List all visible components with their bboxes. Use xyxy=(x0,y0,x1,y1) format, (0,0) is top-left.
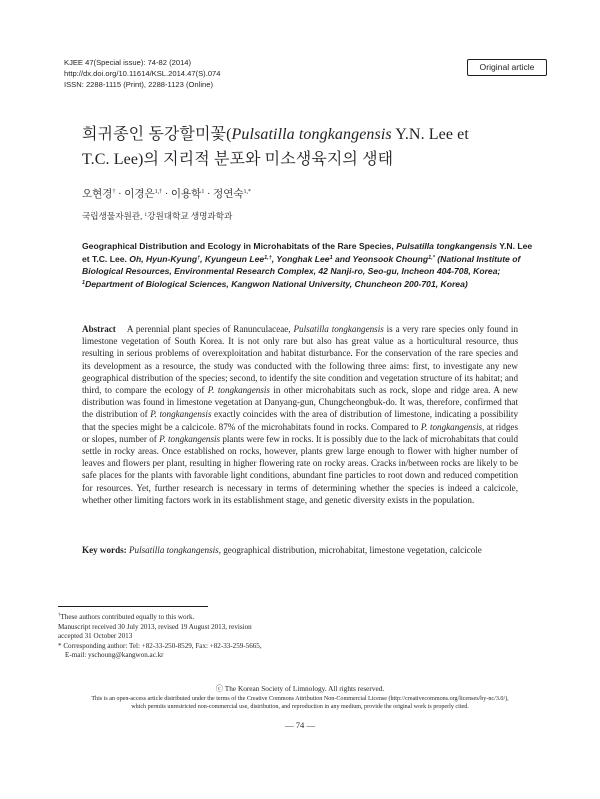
license-notice xyxy=(40,695,560,712)
english-title: Geographical Distribution and Ecology in Microhabitats of the Rare Species, xyxy=(82,241,397,251)
license-line-1: This is an open-access article distributed under the terms of the Creative Commons Attribution Non-Commercial License (http://creativecommons.org/licenses/by-nc/3.0/), xyxy=(91,696,509,702)
journal-citation: KJEE 47(Special issue): 74-82 (2014) xyxy=(64,58,192,67)
abstract-species: P. tongkangensis xyxy=(150,409,212,420)
abstract-text: in other microhabitats such as rock, slope and ridge area. A new distribution was found in limestone vegetation at Danyang-gun, Chungcheongbuk-do. It was, therefore, confirmed that the distribution of xyxy=(82,385,518,420)
footnote-accepted: accepted 31 October 2013 xyxy=(58,632,133,640)
author-sep: · xyxy=(115,189,125,200)
abstract-species: P. tongkangensis xyxy=(159,433,221,444)
footnote-email[interactable]: E-mail: yschoung@kangwon.ac.kr xyxy=(65,651,164,659)
abstract-text: , at ridges or slopes, number of xyxy=(82,421,518,444)
article-type-badge: Original article xyxy=(467,59,547,76)
affiliation-2: 강원대학교 생명과학과 xyxy=(147,211,233,221)
english-affiliation-a: (National Institute of Biological Resources, Environmental Research Complex, 42 Nanji-ro, Seo-gu, Incheon 404-708, Korea; xyxy=(82,254,521,276)
author-1: 오현경 xyxy=(82,189,113,200)
title-prefix: 희귀종인 동강할미꽃( xyxy=(82,126,232,143)
english-affiliation-mark: 1 xyxy=(82,280,86,286)
copyright-notice: ⓒ The Korean Society of Limnology. All rights reserved. xyxy=(215,684,385,693)
english-title-species: Pulsatilla tongkangensis xyxy=(396,241,497,251)
english-author-3-mark: 1 xyxy=(329,255,333,261)
affiliation-mark: 1 xyxy=(144,212,148,218)
footnote-corresponding: * Corresponding author: Tel: +82-33-250-8529, Fax: +82-33-259-5665, xyxy=(58,641,262,650)
abstract-species: P. tongkangensis xyxy=(420,421,483,432)
author-2-mark: 1,† xyxy=(154,189,163,195)
english-affiliation-b: Department of Biological Sciences, Kangwon National University, Chuncheon 200-701, Korea) xyxy=(85,279,468,289)
doi-link[interactable]: http://dx.doi.org/10.11614/KSL.2014.47(S).074 xyxy=(64,69,221,78)
author-1-mark: † xyxy=(112,189,116,195)
license-line-2: which permits unrestricted non-commercial use, distribution, and reproduction in any medium, provide the original work is properly cited. xyxy=(131,704,469,711)
english-author-2: , Kyungeun Lee xyxy=(200,254,265,264)
english-author-3: , Yonghak Lee xyxy=(271,254,330,264)
footnotes xyxy=(58,611,498,661)
korean-title xyxy=(82,122,522,172)
affiliation-1: 국립생물자원관, xyxy=(82,211,145,221)
author-3-mark: 1 xyxy=(201,189,205,195)
abstract-label: Abstract xyxy=(82,324,116,334)
title-species: Pulsatilla tongkangensis xyxy=(231,126,392,143)
title-suffix: Y.N. Lee et xyxy=(391,126,469,143)
keywords-list: , geographical distribution, microhabitat, limestone vegetation, calcicole xyxy=(218,545,482,555)
issn-line: ISSN: 2288-1115 (Print), 2288-1123 (Online) xyxy=(64,80,214,89)
author-4-mark: 1,* xyxy=(243,189,251,195)
author-list xyxy=(82,186,251,201)
abstract xyxy=(82,323,518,506)
abstract-text: exactly coincides with the area of distribution of limestone, indicating a possibility that the species might be a calcicole. 87% of the microhabitats found in rocks. Compared to xyxy=(82,409,518,432)
abstract-text: is a very rare species only found in limestone vegetation of South Korea. It is not only rare but also has great value as a horticultural resource, thus resulting in serious problems of overexploitation and habitat disturbance. For the conservation of the rare species and its development as a resource, the study was conducted with the following three aims: first, to investigate any new geographical distribution of the species; second, to identify the site condition and vegetation structure of its habitat; and third, to compare the ecology of xyxy=(82,324,518,396)
title-line2: T.C. Lee)의 지리적 분포와 미소생육지의 생태 xyxy=(82,151,394,168)
author-4: 정연숙 xyxy=(213,189,244,200)
english-author-2-mark: 1,† xyxy=(264,255,272,261)
author-sep: · xyxy=(204,189,214,200)
footnote-equal-contribution xyxy=(58,611,498,623)
keywords-label: Key words: xyxy=(82,545,127,555)
footnote-mark: † xyxy=(58,613,61,618)
english-author-1-mark: † xyxy=(197,255,201,261)
abstract-text: A perennial plant species of Ranunculaceae, xyxy=(126,324,294,334)
english-title-block xyxy=(82,240,534,290)
author-3: 이용학 xyxy=(170,189,202,200)
author-2: 이경은 xyxy=(124,189,155,200)
abstract-text: plants were few in rocks. It is possibly due to the lack of microhabitats that could settle in rocky areas. Once established on rocks, however, plants grew large enough to flower with higher number of leaves and flowers per plant, resulting in higher flowering rate on rocky areas. Cracks in/between rocks are likely to be safe places for the plants with favorable light conditions, abundant fine particles to root down and reduced competition for resources. Yet, further research is necessary in terms of determining whether the species is indeed a calcicole, whether other limiting factors work in its establishment stage, and genetic diversity exists in the population. xyxy=(82,433,519,505)
footnote-text: These authors contributed equally to this work. xyxy=(60,613,195,621)
english-author-4: and Yeonsook Choung xyxy=(332,254,429,264)
english-author-1: Oh, Hyun-Kyung xyxy=(129,254,198,264)
journal-header xyxy=(64,57,221,90)
page-number: — 74 — xyxy=(284,720,316,730)
keywords xyxy=(82,544,518,556)
english-title-suffix: Y.N. Lee et T.C. Lee. xyxy=(82,241,533,264)
author-sep: · xyxy=(162,189,171,200)
english-author-4-mark: 1,* xyxy=(428,255,435,261)
korean-affiliation xyxy=(82,210,232,222)
footnote-received: Manuscript received 30 July 2013, revised 19 August 2013, revision xyxy=(58,622,252,631)
abstract-species: P. tongkangensis xyxy=(207,385,270,396)
abstract-species: Pulsatilla tongkangensis xyxy=(293,324,384,334)
footnote-divider xyxy=(58,606,208,607)
keywords-species: Pulsatilla tongkangensis xyxy=(129,545,219,555)
